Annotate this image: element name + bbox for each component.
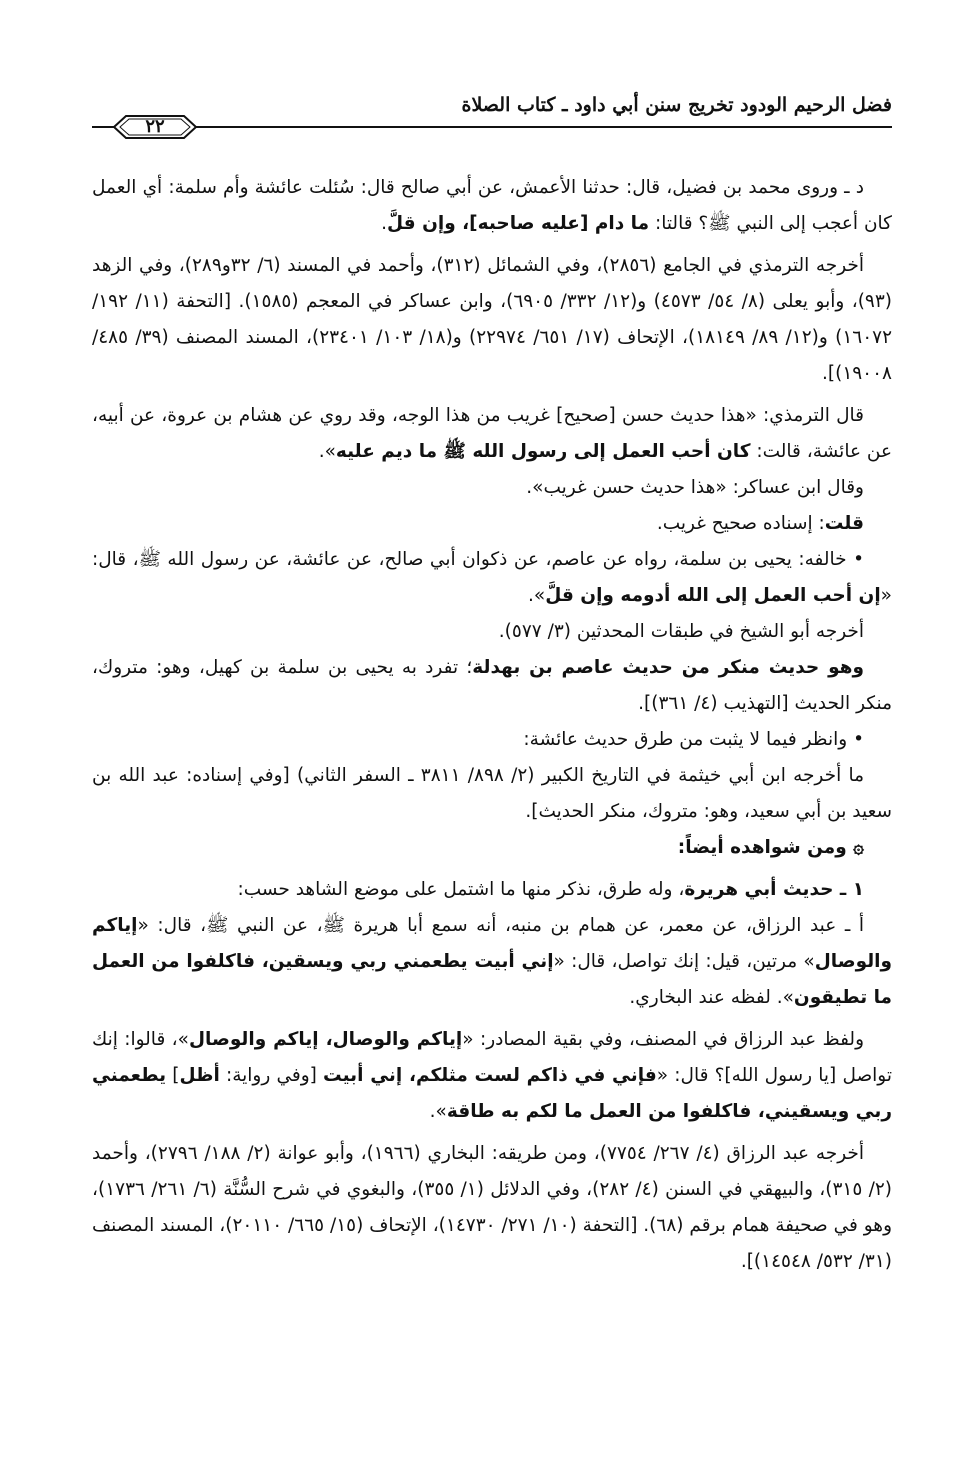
bold-heading: ١ ـ حديث أبي هريرة (684, 879, 864, 900)
bold-hadith-text: ما دام [عليه صاحبه]، وإن قلَّ (387, 213, 650, 234)
bold-hadith-text: فإني في ذاكم لست مثلكم، إني أبيت (323, 1065, 657, 1086)
text-run: ] (166, 1065, 180, 1086)
text-run: ما أخرجه ابن أبي خيثمة في التاريخ الكبير (٢/ ٨٩٨/ ٣٨١١ ـ السفر الثاني) [وفي إسناده: عبد الله بن سعيد بن أبي سعيد، وهو: متروك، منكر الحديث]. (92, 765, 892, 822)
paragraph (92, 722, 892, 758)
text-run: » مرتين، قيل: إنك تواصل، قال: « (553, 951, 815, 972)
bold-label: قلت (824, 513, 864, 534)
header-rule (92, 126, 892, 128)
text-run: ؛ تفرد به يحيى بن سلمة بن كهيل، وهو: متروك، منكر الحديث [التهذيب (٤/ ٣٦١)]. (92, 657, 892, 714)
text-run: ». لفظه عند البخاري. (629, 987, 794, 1008)
paragraph (92, 908, 892, 1016)
bold-hadith-text: إن أحب العمل إلى الله أدومه وإن قلَّ (545, 585, 881, 606)
text-run: ». (528, 585, 546, 606)
text-run: أخرجه عبد الرزاق (٤/ ٢٦٧/ ٧٧٥٤)، ومن طريقه: البخاري (١٩٦٦)، وأبو عوانة (٢/ ١٨٨/ ٢٧٩٦)، وأحمد (٢/ ٣١٥)، والبيهقي في السنن (٤/ ٢٨٢)، وفي الدلائل (١/ ٣٥٥)، والبغوي في شرح السُّنَّة (٦/ ٢٦١/ ١٧٣٦)، وهو في صحيفة همام برقم (٦٨). [التحفة (١٠/ ٢٧١/ ١٤٧٣٠)، الإتحاف (١٥/ ٦٦٥/ ٢٠١١٠)، المسند المصنف (٣١/ ٥٣٢/ ١٤٥٤٨)]. (92, 1143, 892, 1272)
paragraph (92, 1136, 892, 1280)
text-run: : إسناده صحيح غريب. (656, 513, 825, 534)
paragraph (92, 470, 892, 506)
paragraph (92, 542, 892, 614)
bold-hadith-text: يطعمني ربي ويسقيني، فاكلفوا من العمل ما لكم به طاقة (92, 1065, 892, 1122)
text-run: وقال ابن عساكر: «هذا حديث حسن غريب». (526, 477, 864, 498)
bold-judgement: وهو حديث منكر من حديث عاصم بن بهدلة (472, 657, 864, 678)
paragraph (92, 248, 892, 392)
paragraph (92, 650, 892, 722)
text-run: ، وله طرق، نذكر منها ما اشتمل على موضع الشاهد حسب: (237, 879, 685, 900)
page-header (92, 92, 892, 152)
paragraph (92, 758, 892, 830)
paragraph (92, 398, 892, 470)
paragraph (92, 614, 892, 650)
bold-hadith-text: إني أبيت يطعمني ربي ويسقين، فاكلفوا من العمل ما تطيقون (92, 951, 892, 1008)
text-run: أخرجه أبو الشيخ في طبقات المحدثين (٣/ ٥٧٧). (498, 621, 864, 642)
text-run: . (381, 213, 387, 234)
bold-hadith-text: إياكم والوصال، إياكم والوصال (188, 1029, 463, 1050)
text-run: ». (318, 441, 336, 462)
paragraph (92, 872, 892, 908)
text-run: أخرجه الترمذي في الجامع (٢٨٥٦)، وفي الشمائل (٣١٢)، وأحمد في المسند (٦/ ٣٢و٢٨٩)، وفي الزهد (٩٣)، وأبو يعلى (٨/ ٥٤/ ٤٥٧٣) و(١٢/ ٣٣٢/ ٦٩٠٥)، وابن عساكر في المعجم (١٥٨٥). [التحفة (١١/ ١٩٢/ ١٦٠٧٢) و(١٢/ ٨٩/ ١٨١٤٩)، الإتحاف (١٧/ ٦٥١/ ٢٢٩٧٤) و(١٨/ ١٠٣/ ٢٣٤٠١)، المسند المصنف (٣٩/ ٤٨٥/ ١٩٠٠٨)]. (92, 255, 893, 384)
text-run: »، قالوا: إنك تواصل [يا رسول الله]؟ قال: « (92, 1029, 893, 1086)
page-number-badge (112, 114, 198, 140)
paragraph (92, 1022, 892, 1130)
bold-heading: ۞ ومن شواهده أيضاً: (677, 837, 864, 858)
text-run: • خالفه: يحيى بن سلمة، رواه عن عاصم، عن ذكوان أبي صالح، عن عائشة، عن رسول الله ﷺ، قال: « (92, 549, 892, 606)
text-run: قال الترمذي: «هذا حديث حسن [صحيح] غريب من هذا الوجه، وقد روي عن هشام بن عروة، عن أبيه، عن عائشة، قالت: (92, 405, 892, 462)
text-run: أ ـ عبد الرزاق، عن معمر، عن همام بن منبه، أنه سمع أبا هريرة ﷺ، عن النبي ﷺ، قال: « (137, 915, 864, 936)
paragraph (92, 170, 892, 242)
bold-hadith-text: أظل (179, 1065, 220, 1086)
paragraph (92, 506, 892, 542)
bold-hadith-text: إياكم والوصال (92, 915, 892, 972)
text-run: د ـ وروى محمد بن فضيل، قال: حدثنا الأعمش، عن أبي صالح قال: سُئلت عائشة وأم سلمة: أي العمل كان أعجب إلى النبي ﷺ؟ قالتا: (92, 177, 892, 234)
page-body (92, 170, 892, 1280)
section-heading (92, 830, 892, 866)
text-run: ». (429, 1101, 447, 1122)
running-title: فضل الرحيم الودود تخريج سنن أبي داود ـ كتاب الصلاة (461, 94, 892, 116)
text-run: ولفظ عبد الرزاق في المصنف، وفي بقية المصادر: « (462, 1029, 864, 1050)
bold-hadith-text: كان أحب العمل إلى رسول الله ﷺ ما ديم عليه (335, 441, 751, 462)
page-number: ٢٢ (145, 116, 165, 137)
text-run: [وفي رواية: (219, 1065, 324, 1086)
text-run: • وانظر فيما لا يثبت من طرق حديث عائشة: (523, 729, 864, 750)
